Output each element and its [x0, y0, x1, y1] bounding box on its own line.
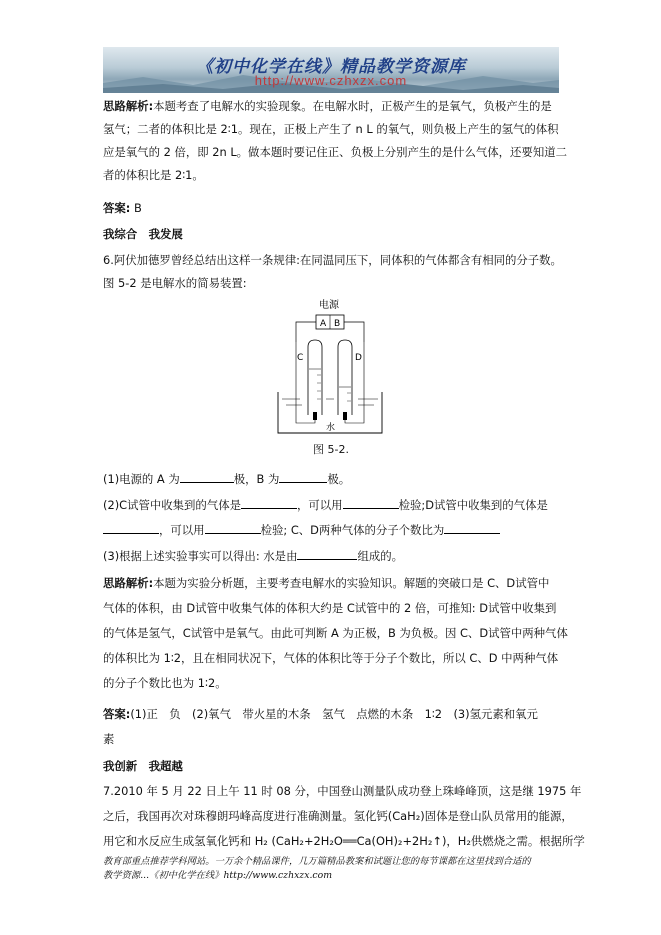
answer1-label: 答案: [103, 201, 131, 215]
fig-label-c: C [297, 353, 304, 363]
analysis1-label: 思路解析: [103, 99, 154, 113]
answer2-line2: 素 [103, 732, 115, 746]
fig-tube-c [308, 340, 322, 415]
fig-electrode-left [313, 412, 317, 420]
fig-wire-right [344, 322, 364, 342]
section-heading-2: 我创新 我超越 [103, 759, 183, 773]
analysis1-line2: 氢气；二者的体积比是 2∶1。现在，正极上产生了 n L 的氧气，则负极上产生的氢气的体积 [103, 122, 559, 136]
q6-line1: 6.阿伏加德罗曾经总结出这样一条规律:在同温同压下，同体积的气体都含有相同的分子数。 [103, 253, 562, 267]
fig-electrode-right [343, 412, 347, 420]
blank-8[interactable] [297, 548, 357, 560]
blank-5[interactable] [103, 522, 159, 534]
header-banner [103, 47, 559, 93]
analysis1-line4: 者的体积比是 2∶1。 [103, 168, 204, 182]
q6-part3: (3)根据上述实验事实可以得出: 水是由 组成的。 [103, 549, 404, 563]
answer2-line1: 答案:(1)正 负 (2)氧气 带火星的木条 氢气 点燃的木条 1∶2 (3)氢元素和氧元 [103, 707, 538, 721]
analysis1-line1: 思路解析:本题考查了电解水的实验现象。在电解水时，正极产生的是氧气，负极产生的是 [103, 99, 552, 113]
analysis2-line1: 思路解析:本题为实验分析题，主要考查电解水的实验知识。解题的突破口是 C、D试管中 [103, 576, 550, 590]
blank-4[interactable] [343, 497, 399, 509]
q7-line1: 7.2010 年 5 月 22 日上午 11 时 08 分，中国登山测量队成功登上珠峰峰顶，这是继 1975 年 [103, 784, 582, 798]
blank-1[interactable] [180, 471, 234, 483]
q6-part2-line1: (2)C试管中收集到的气体是 ，可以用 检验;D试管中收集到的气体是 [103, 498, 548, 512]
q6-part2-line2: ，可以用 检验; C、D两种气体的分子个数比为 [103, 522, 500, 538]
figure-caption: 图 5-2. [313, 443, 349, 456]
fig-label-a: A [320, 319, 327, 329]
banner-title: 《初中化学在线》精品教学资源库 [196, 57, 466, 77]
q7-line2: 之后，我国再次对珠穆朗玛峰高度进行准确测量。氢化钙(CaH₂)固体是登山队员常用的能源， [103, 809, 573, 823]
blank-3[interactable] [241, 497, 297, 509]
analysis2-label: 思路解析: [103, 576, 154, 590]
q7-line3: 用它和水反应生成氢氧化钙和 H₂ (CaH₂+2H₂O══Ca(OH)₂+2H₂↑)，H₂供燃烧之需。根据所学 [103, 834, 585, 848]
blank-7[interactable] [444, 522, 500, 534]
footer-line1: 教育部重点推荐学科网站。一万余个精品课件，几万篇精品教案和试题让您的每节课都在这里找到合适的 [103, 856, 531, 867]
fig-wire-left [296, 322, 316, 342]
fig-tube-d [338, 340, 352, 415]
electrolysis-apparatus-figure [276, 297, 384, 435]
answer2-label: 答案: [103, 707, 131, 721]
banner-url[interactable]: http://www.czhxzx.com [254, 73, 408, 88]
answer1 [103, 200, 142, 216]
q6-line2: 图 5-2 是电解水的简易装置: [103, 276, 247, 290]
fig-label-b: B [334, 319, 341, 329]
fig-label-d: D [355, 353, 362, 363]
section-heading-1: 我综合 我发展 [103, 227, 183, 241]
answer1-value: B [133, 201, 142, 215]
fig-water-label: 水 [326, 423, 336, 433]
footer-url[interactable]: http://www.czhxzx.com [223, 870, 333, 881]
analysis2-line5: 的分子个数比也为 1∶2。 [103, 676, 227, 690]
blank-2[interactable] [279, 471, 327, 483]
blank-6[interactable] [205, 522, 261, 534]
footer-line2: 教学资源...《初中化学在线》http://www.czhxzx.com [103, 870, 333, 881]
fig-water-waves [282, 399, 378, 405]
analysis2-line4: 的体积比为 1∶2，且在相同状况下，气体的体积比等于分子个数比，所以 C、D 中两种气体 [103, 651, 559, 665]
analysis2-line2: 气体的体积，由 D试管中收集气体的体积大约是 C试管中的 2 倍，可推知: D试管中收集到 [103, 601, 557, 615]
q6-part1: (1)电源的 A 为 极，B 为 极。 [103, 472, 351, 486]
analysis1-line3: 应是氧气的 2 倍，即 2n L。做本题时要记住正、负极上分别产生的是什么气体，还要知道二 [103, 145, 567, 159]
analysis2-line3: 的气体是氢气，C试管中是氧气。由此可判断 A 为正极，B 为负极。因 C、D试管中两种气体 [103, 626, 568, 640]
fig-power-label: 电源 [319, 300, 339, 311]
